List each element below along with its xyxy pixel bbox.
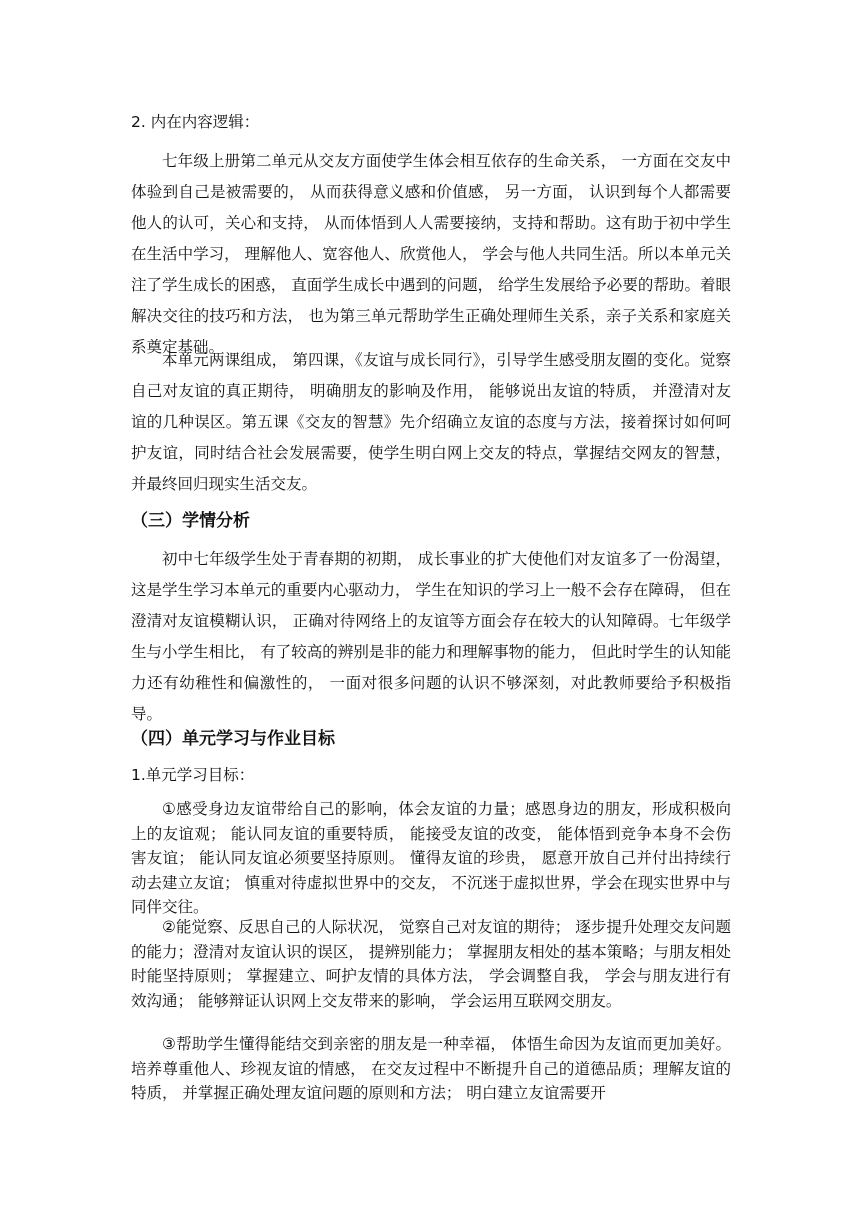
- paragraph-learner-analysis: 初中七年级学生处于青春期的初期， 成长事业的扩大使他们对友谊多了一份渴望， 这是学生学习本单元的重要内心驱动力， 学生在知识的学习上一般不会存在障碍， 但在澄清对友谊模糊认识， 正确对待网络上的友谊等方面会存在较大的认知障碍。七年级学生与小学生相比， 有了较高的辨别是非的能力和理解事物的能力， 但此时学生的认知能力还有幼稚性和偏激性的， 一面对很多问题的认识不够深刻，对此教师要给予积极指导。: [131, 550, 731, 723]
- subheading-unit-goals: 1.单元学习目标：: [131, 766, 255, 784]
- paragraph-unit-logic: 七年级上册第二单元从交友方面使学生体会相互依存的生命关系， 一方面在交友中体验到自己是被需要的， 从而获得意义感和价值感， 另一方面， 认识到每个人都需要他人的认可，关心和支持， 从而体悟到人人需要接纳，支持和帮助。这有助于初中学生在生活中学习， 理解他人、宽容他人、欣赏他人， 学会与他人共同生活。所以本单元关注了学生成长的困惑， 直面学生成长中遇到的问题， 给学生发展给予必要的帮助。着眼解决交往的技巧和方法， 也为第三单元帮助学生正确处理师生关系，亲子关系和家庭关系奠定基础。: [131, 152, 731, 356]
- paragraph-unit-composition: 本单元两课组成， 第四课，《友谊与成长同行》，引导学生感受朋友圈的变化。觉察自己对友谊的真正期待， 明确朋友的影响及作用， 能够说出友谊的特质， 并澄清对友谊的几种误区。第五课《交友的智慧》先介绍确立友谊的态度与方法，接着探讨如何呵护友谊，同时结合社会发展需要，使学生明白网上交友的特点，掌握结交网友的智慧，并最终回归现实生活交友。: [131, 351, 731, 493]
- subheading-content-logic: 2. 内在内容逻辑：: [131, 113, 260, 131]
- goal-item-2: ②能觉察、反思自己的人际状况， 觉察自己对友谊的期待； 逐步提升处理交友问题的能力；澄清对友谊认识的误区， 提辨别能力； 掌握朋友相处的基本策略；与朋友相处时能坚持原则； 掌握建立、呵护友情的具体方法， 学会调整自我， 学会与朋友进行有效沟通； 能够辩证认识网上交友带来的影响， 学会运用互联网交朋友。: [131, 918, 731, 1010]
- goal-item-1: ①感受身边友谊带给自己的影响，体会友谊的力量；感恩身边的朋友，形成积极向上的友谊观； 能认同友谊的重要特质， 能接受友谊的改变， 能体悟到竞争本身不会伤害友谊； 能认同友谊必须要坚持原则。 懂得友谊的珍贵， 愿意开放自己并付出持续行动去建立友谊； 慎重对待虚拟世界中的交友， 不沉迷于虚拟世界，学会在现实世界中与同伴交往。: [131, 800, 731, 916]
- heading-learner-analysis: （三）学情分析: [131, 511, 250, 531]
- heading-learning-goals: （四）单元学习与作业目标: [131, 729, 335, 749]
- goal-item-3: ③帮助学生懂得能结交到亲密的朋友是一种幸福， 体悟生命因为友谊而更加美好。培养尊重他人、珍视友谊的情感， 在交友过程中不断提升自己的道德品质；理解友谊的特质， 并掌握正确处理友谊问题的原则和方法； 明白建立友谊需要开: [131, 1035, 731, 1102]
